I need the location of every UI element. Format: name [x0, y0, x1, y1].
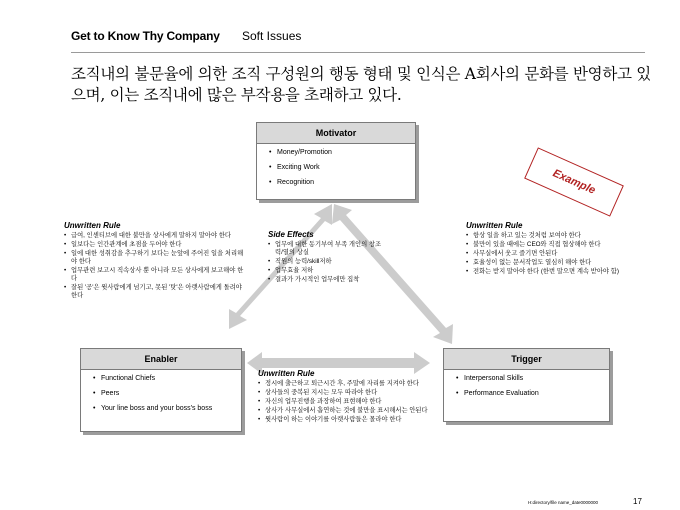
enabler-item: • Your line boss and your boss's boss — [93, 404, 233, 413]
rule-item: • 전화는 받지 말아야 한다 (한번 말으면 계속 받아야 함) — [466, 268, 656, 276]
rule-item: • 효율성이 없는 문서작업도 열심히 해야 한다 — [466, 259, 656, 267]
rule-item: • 일보다는 인간관계에 초점을 두어야 한다 — [64, 241, 244, 249]
rule-item: • 일에 대한 성취감을 추구하기 보다는 눈앞에 주어진 일을 처리해야 한다 — [64, 250, 244, 266]
rule-item: • 상사가 사무실에서 흡연하는 것에 불만을 표시해서는 안된다 — [258, 407, 433, 415]
rule-item: • 잘된 '공'은 윗사람에게 넘기고, 못된 '탓'은 아랫사람에게 돌려야 한다 — [64, 284, 244, 300]
enabler-title: Enabler — [81, 349, 241, 370]
side-effects — [268, 230, 388, 285]
rule-item: • 정시에 출근하고 퇴근시간 후, 주말에 자리를 지켜야 한다 — [258, 380, 433, 388]
rule-item: • 사무실에서 웃고 즐기면 안된다 — [466, 250, 656, 258]
slide-subtitle: Soft Issues — [242, 29, 302, 43]
unwritten-rule-bottom — [258, 369, 433, 425]
motivator-item: • Money/Promotion — [269, 148, 407, 157]
enabler-box — [80, 348, 242, 432]
slide-title: Get to Know Thy Company — [71, 29, 220, 43]
rule-item: • 급여, 인센티브에 대한 불만을 상사에게 말하지 말아야 한다 — [64, 232, 244, 240]
side-effect-item: • 업무에 대한 동기부여 부족 개인의 창조력/열의 상실 — [268, 241, 388, 257]
enabler-item: • Functional Chiefs — [93, 374, 233, 383]
unwritten-rule-right — [466, 221, 656, 277]
rule-item: • 자신의 업무진행을 과장하여 표현해야 한다 — [258, 398, 433, 406]
side-effects-title: Side Effects — [268, 230, 314, 239]
rule-title: Unwritten Rule — [64, 221, 121, 230]
rule-item: • 불만이 있을 때에는 CEO와 직접 협상해야 한다 — [466, 241, 656, 249]
trigger-box — [443, 348, 610, 422]
rule-item: • 업무관련 보고시 직속상사 뿐 아니라 모든 상사에게 보고해야 한다 — [64, 267, 244, 283]
rule-item: • 항상 일을 하고 있는 것처럼 보여야 한다 — [466, 232, 656, 240]
rule-title: Unwritten Rule — [258, 369, 315, 378]
headline: 조직내의 불문율에 의한 조직 구성원의 행동 형태 및 인식은 A회사의 문화를 반영하고 있으며, 이는 조직내에 많은 부작용을 초래하고 있다. — [71, 65, 651, 104]
unwritten-rule-left — [64, 221, 244, 301]
trigger-title: Trigger — [444, 349, 609, 370]
rule-item: • 윗사람이 하는 이야기를 아랫사람들은 몰라야 한다 — [258, 416, 433, 424]
side-effect-item: • 업무효율 저하 — [268, 267, 388, 275]
footer-source: H:directory/file name_date0000000 — [528, 500, 599, 505]
side-effect-item: • 직원의 능력/skill저하 — [268, 258, 388, 266]
rule-item: • 상사들의 중복된 지시는 모두 따라야 한다 — [258, 389, 433, 397]
motivator-item: • Recognition — [269, 178, 407, 187]
page-number: 17 — [633, 497, 642, 506]
trigger-item: • Performance Evaluation — [456, 389, 601, 398]
side-effect-item: • 결과가 가시적인 업무에만 집착 — [268, 276, 388, 284]
example-stamp: Example — [524, 147, 624, 216]
rule-title: Unwritten Rule — [466, 221, 523, 230]
motivator-item: • Exciting Work — [269, 163, 407, 172]
motivator-title: Motivator — [257, 123, 415, 144]
trigger-item: • Interpersonal Skills — [456, 374, 601, 383]
motivator-box — [256, 122, 416, 200]
enabler-item: • Peers — [93, 389, 233, 398]
